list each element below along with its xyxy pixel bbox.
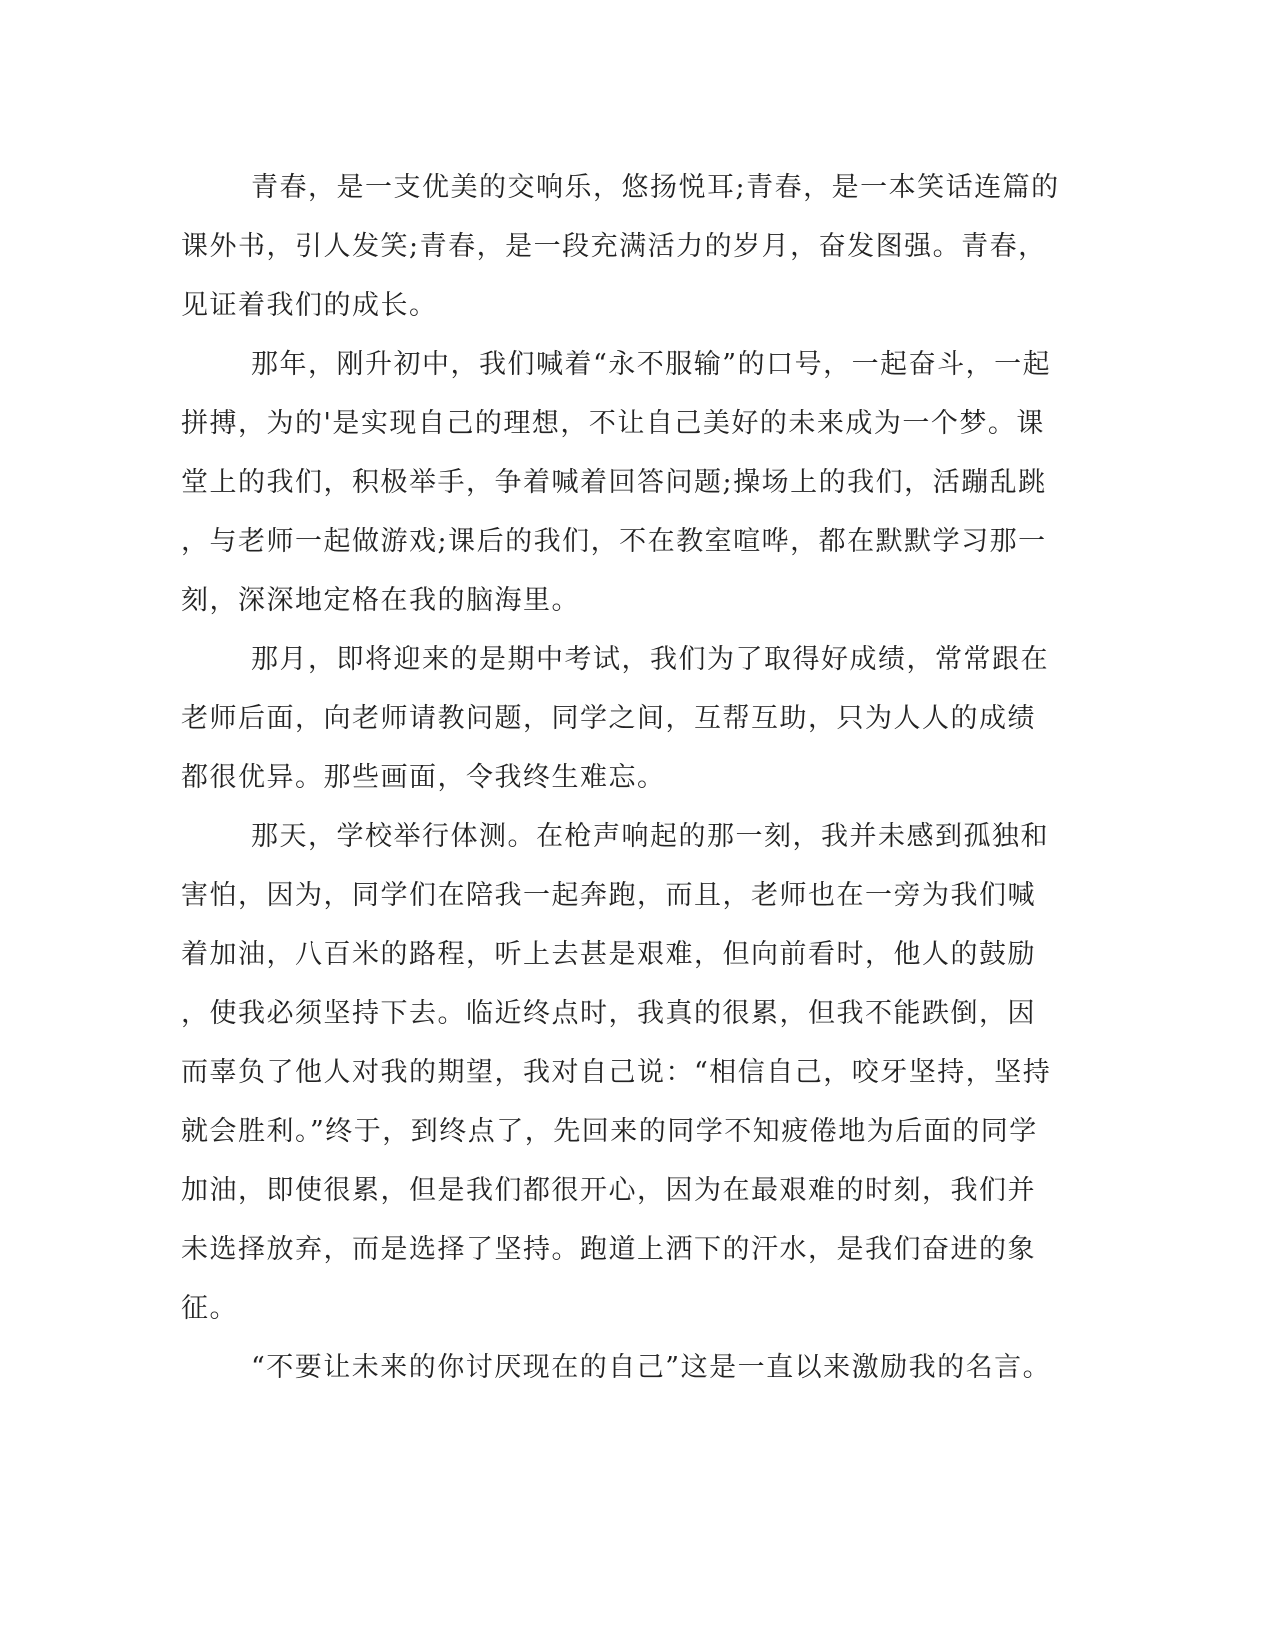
text-line: 青春，是一支优美的交响乐，悠扬悦耳;青春，是一本笑话连篇的 — [251, 172, 1060, 203]
text-line: 刻，深深地定格在我的脑海里。 — [181, 585, 580, 616]
text-line: 征。 — [181, 1293, 238, 1324]
text-line: 那月，即将迎来的是期中考试，我们为了取得好成绩，常常跟在 — [251, 644, 1049, 675]
text-line: “不要让未来的你讨厌现在的自己”这是一直以来激励我的名言。 — [251, 1352, 1052, 1383]
text-line: 拼搏，为的'是实现自己的理想，不让自己美好的未来成为一个梦。课 — [181, 408, 1045, 439]
text-line: 未选择放弃，而是选择了坚持。跑道上洒下的汗水，是我们奋进的象 — [181, 1234, 1036, 1265]
text-line: 加油，即使很累，但是我们都很开心，因为在最艰难的时刻，我们并 — [181, 1175, 1036, 1206]
paragraph-5 — [181, 1338, 1052, 1397]
text-line: 见证着我们的成长。 — [181, 290, 438, 321]
text-line: ，与老师一起做游戏;课后的我们，不在教室喧哗，都在默默学习那一 — [181, 526, 1047, 557]
text-line: 那年，刚升初中，我们喊着“永不服输”的口号，一起奋斗，一起 — [251, 349, 1052, 380]
paragraph-1 — [181, 158, 1060, 335]
text-line: 着加油，八百米的路程，听上去甚是艰难，但向前看时，他人的鼓励 — [181, 939, 1036, 970]
text-line: 老师后面，向老师请教问题，同学之间，互帮互助，只为人人的成绩 — [181, 703, 1036, 734]
text-line: 那天，学校举行体测。在枪声响起的那一刻，我并未感到孤独和 — [251, 821, 1049, 852]
text-line: 课外书，引人发笑;青春，是一段充满活力的岁月，奋发图强。青春， — [181, 231, 1047, 262]
text-line: 害怕，因为，同学们在陪我一起奔跑，而且，老师也在一旁为我们喊 — [181, 880, 1036, 911]
paragraph-3 — [181, 630, 1049, 807]
text-line: 就会胜利。”终于，到终点了，先回来的同学不知疲倦地为后面的同学 — [181, 1116, 1038, 1147]
text-line: 而辜负了他人对我的期望，我对自己说：“相信自己，咬牙坚持，坚持 — [181, 1057, 1052, 1088]
paragraph-2 — [181, 335, 1052, 630]
text-line: 堂上的我们，积极举手，争着喊着回答问题;操场上的我们，活蹦乱跳 — [181, 467, 1047, 498]
document-body — [181, 158, 1060, 1397]
text-line: 都很优异。那些画面，令我终生难忘。 — [181, 762, 666, 793]
paragraph-4 — [181, 807, 1052, 1338]
text-line: ，使我必须坚持下去。临近终点时，我真的很累，但我不能跌倒，因 — [181, 998, 1036, 1029]
